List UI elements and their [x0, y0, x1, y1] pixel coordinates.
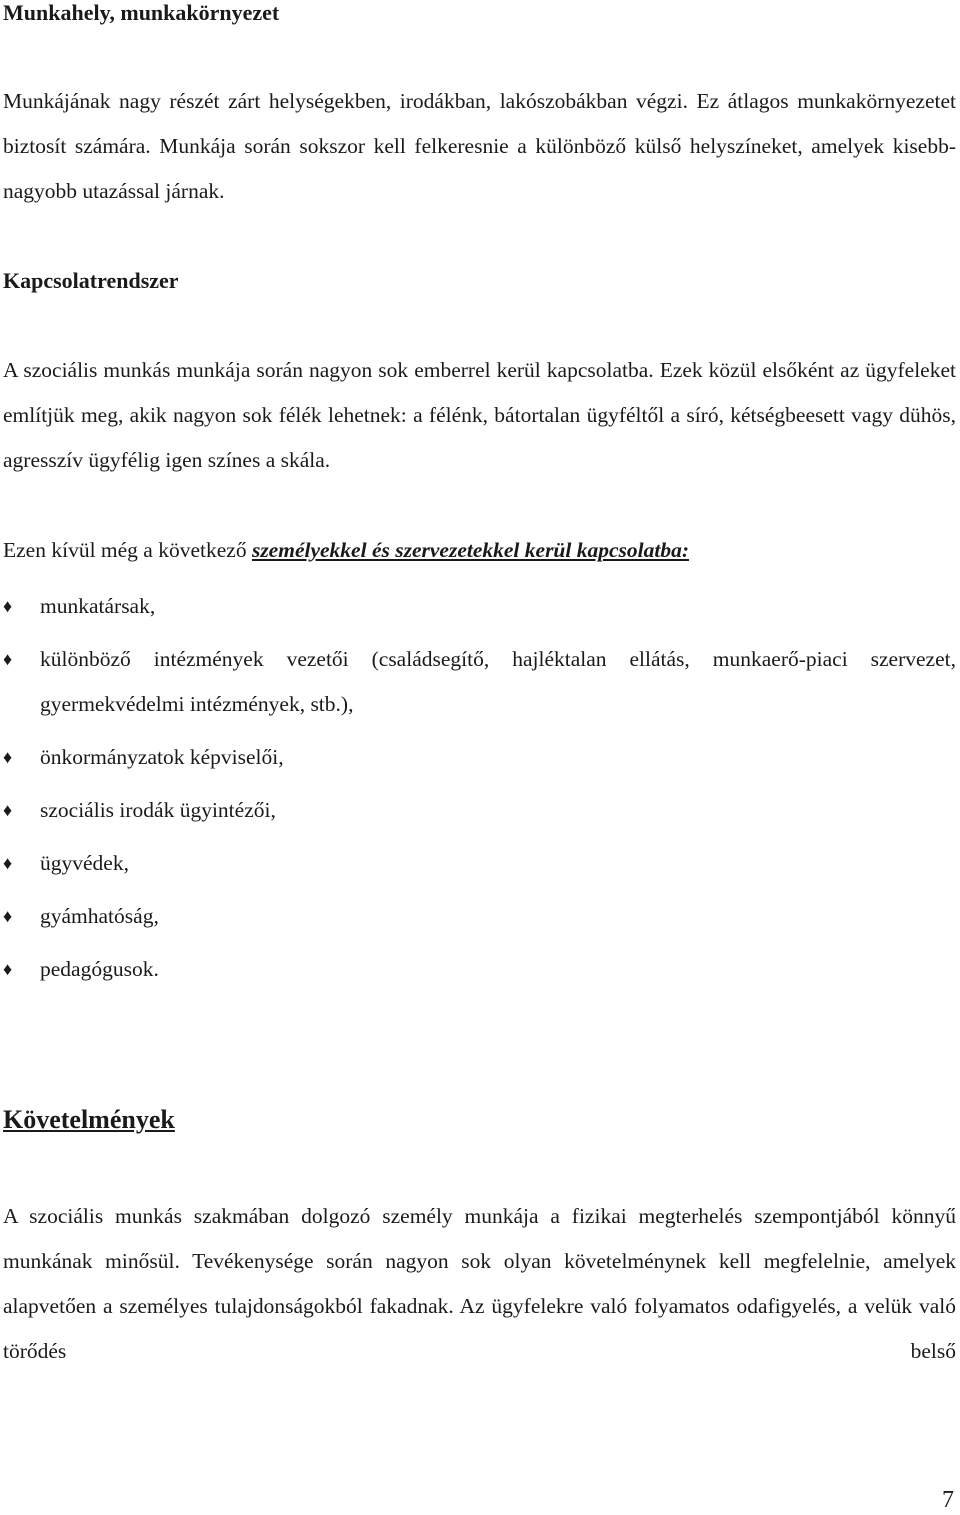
heading-kovetelmenyek: Követelmények	[3, 1105, 175, 1134]
list-item	[3, 637, 956, 727]
list-item	[3, 894, 956, 939]
diamond-bullet-icon: ♦	[3, 906, 13, 926]
intro-text: Ezen kívül még a következő	[3, 538, 252, 562]
contacts-list	[3, 584, 956, 992]
section-munkahely	[3, 0, 956, 26]
list-item	[3, 788, 956, 833]
heading-munkahely: Munkahely, munkakörnyezet	[3, 0, 280, 25]
list-item-text: ügyvédek,	[40, 851, 129, 875]
diamond-bullet-icon: ♦	[3, 800, 13, 820]
list-item-text: különböző intézmények vezetői (családsegítő, hajléktalan ellátás, munkaerő-piaci szervezet, gyermekvédelmi intézmények, stb.),	[40, 647, 956, 716]
intro-emphasis: személyekkel és szervezetekkel kerül kapcsolatba:	[251, 538, 690, 562]
section-kovetelmenyek-body	[3, 1194, 956, 1374]
contacts-intro	[3, 528, 956, 573]
list-item-text: munkatársak,	[40, 594, 156, 618]
list-item-text: szociális irodák ügyintézői,	[40, 798, 276, 822]
page-number: 7	[942, 1487, 954, 1513]
diamond-bullet-icon: ♦	[3, 959, 13, 979]
heading-kapcsolatrendszer: Kapcsolatrendszer	[3, 268, 179, 293]
list-item	[3, 947, 956, 992]
list-item	[3, 584, 956, 629]
contacts-list-wrapper	[3, 584, 956, 1000]
diamond-bullet-icon: ♦	[3, 596, 13, 616]
list-item-text: gyámhatóság,	[40, 904, 159, 928]
list-item-text: pedagógusok.	[40, 957, 159, 981]
list-item	[3, 735, 956, 780]
section-kapcsolatrendszer	[3, 268, 956, 294]
diamond-bullet-icon: ♦	[3, 747, 13, 767]
section-munkahely-body	[3, 79, 956, 214]
paragraph-munkahely: Munkájának nagy részét zárt helységekben, irodákban, lakószobákban végzi. Ez átlagos munkakörnyezetet biztosít számára. Munkája során sokszor kell felkeresnie a különböző külső helyszíneket, amelyek kisebb-nagyobb utazással járnak.	[3, 89, 956, 203]
paragraph-kovetelmenyek: A szociális munkás szakmában dolgozó személy munkája a fizikai megterhelés szempontjából könnyű munkának minősül. Tevékenysége során nagyon sok olyan követelménynek kell megfelelnie, amelyek alapvetően a személyes tulajdonságokból fakadnak. Az ügyfelekre való folyamatos odafigyelés, a velük való törődés belső	[3, 1204, 956, 1363]
list-item	[3, 841, 956, 886]
diamond-bullet-icon: ♦	[3, 853, 13, 873]
diamond-bullet-icon: ♦	[3, 649, 13, 669]
section-kovetelmenyek	[3, 1105, 956, 1135]
section-kapcsolatrendszer-body	[3, 348, 956, 483]
paragraph-kapcsolatrendszer: A szociális munkás munkája során nagyon sok emberrel kerül kapcsolatba. Ezek közül elsőként az ügyfeleket említjük meg, akik nagyon sok félék lehetnek: a félénk, bátortalan ügyféltől a síró, kétségbeesett vagy dühös, agresszív ügyfélig igen színes a skála.	[3, 358, 956, 472]
paragraph-contacts-intro	[3, 528, 956, 573]
list-item-text: önkormányzatok képviselői,	[40, 745, 284, 769]
